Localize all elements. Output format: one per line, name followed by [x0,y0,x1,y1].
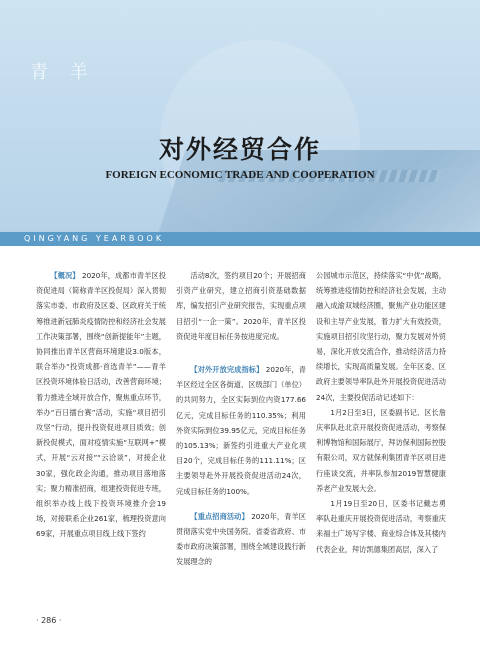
qingyang-watermark: 青 羊 [30,62,96,83]
yearbook-bar [0,232,480,246]
text-column-2 [176,268,306,570]
paragraph-text: 2020年，成都市青羊区投资促进局（简称青羊区投促局）深入贯彻落实市委、市政府及区委、区政府关于统筹推进新冠肺炎疫情防控和经济社会发展工作决策部署，围绕“创新提能年”主题，协同推出青羊区营商环境建设3.0版本，联合举办“投资成都·首选青羊”——青羊区投资环境体验日活动，改善营商环境；着力推进全域开放合作，聚焦重点环节，举办“百日擂台赛”活动，实施“项目招引攻坚”行动，提升投资促进项目质效；创新投促模式，面对疫情实施“互联网+”模式，开展“云对接”“云洽谈”，对接企业30家，强化政企沟通，推动项目落地落实；聚力精准招商，组建投资促进专班，组织举办线上线下投资环境推介会19场，对接联系企业261家，梳理投资意向69家，开展重点项目线上线下签约 [36,271,166,539]
paragraph-text: 2020年，青羊区经过全区各街道、区级部门（单位）的共同努力，全区实际到位内资177.66亿元，完成目标任务的110.35%；利用外资实际到位39.95亿元，完成目标任务的105.13%；新签约引进重大产业化项目20个，完成目标任务的111.11%；区主要领导赴外开展投资促进活动24次，完成目标任务的100%。 [176,365,306,496]
paragraph [36,268,166,542]
paragraph [176,509,306,570]
paragraph: 1月2日至3日，区委副书记、区长詹庆率队赴北京开展投资促进活动，考察保利博物馆和国际展厅，拜访保利国际控股有限公司，双方就保利集团青羊区项目进行座谈交流，并率队参加2019智慧健康养老产业发展大会。 [316,407,446,493]
page-number: · 286 · [36,616,62,625]
text-column-3 [316,268,446,557]
paragraph-text: 2020年，青羊区贯彻落实党中央国务院、省委省政府、市委市政府决策部署，围绕全域建设践行新发展理念的 [176,511,306,567]
paragraph: 1月19日至20日，区委书记戴志勇率队赴重庆开展投资促进活动，考察重庆来福士广场写字楼、商业综合体及其楼内代表企业，拜访凯德集团高层，深入了 [316,499,446,554]
section-heading-key-investment: 【重点招商活动】 [190,511,249,521]
section-heading-overview: 【概况】 [50,271,80,280]
paragraph [176,362,306,499]
page-title: 对外经贸合作 [158,135,321,164]
section-heading-open-platform: 【对外开放完成指标】 [190,365,264,375]
header-banner [0,0,480,232]
paragraph: 活动8次，签约项目20个；开展招商引资产业研究，建立招商引资基础数据库，编发招引产业研究报告，实现重点项目招引“一企一策”。2020年，青羊区投资促进年度目标任务按进度完成。 [176,271,306,341]
page-subtitle: FOREIGN ECONOMIC TRADE AND COOPERATION [105,169,375,181]
text-column-1 [36,268,166,542]
paragraph: 公园城市示范区，持续落实“中优”战略，统筹推进疫情防控和经济社会发展，主动融入成渝双城经济圈，聚焦产业功能区建设和主导产业发展，着力扩大有效投资，实施项目招引攻坚行动，聚力发展对外贸易，深化开放交流合作，推动经济活力持续增长，实现高质量发展。全年区委、区政府主要领导率队赴外开展投资促进活动24次，主要投促活动记述如下： [316,271,446,402]
yearbook-bar-label: QINGYANG YEARBOOK [24,234,165,243]
